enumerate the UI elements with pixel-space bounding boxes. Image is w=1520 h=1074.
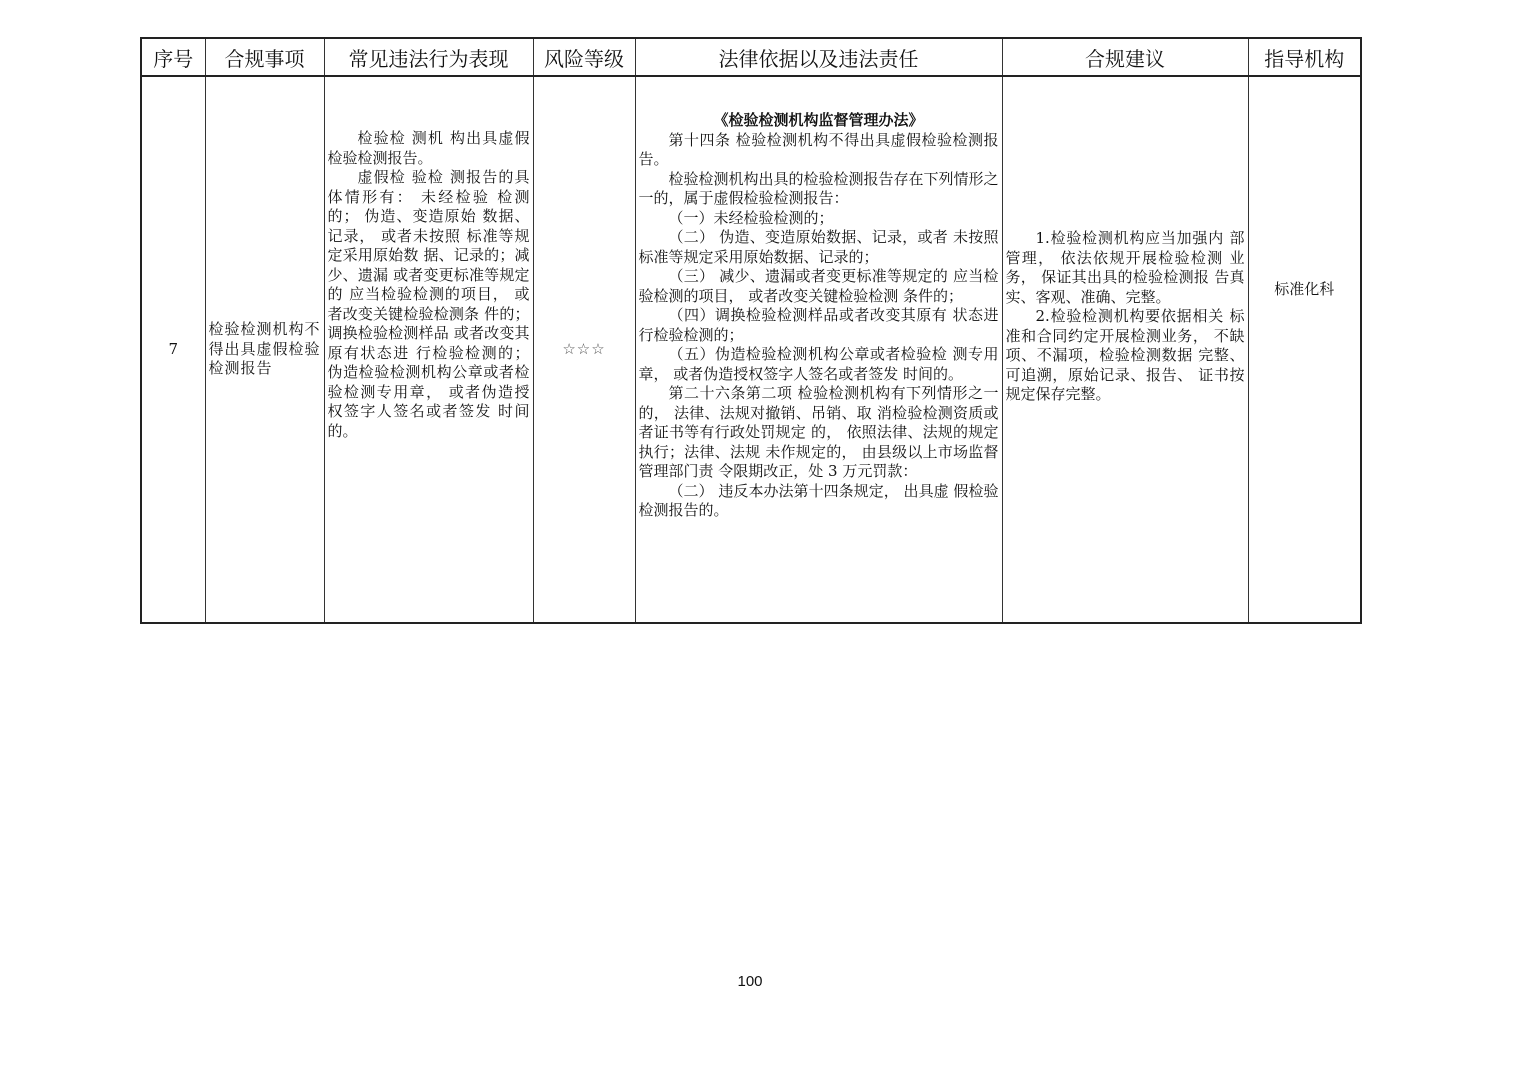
table-header-row (141, 38, 1361, 76)
header-item: 合规事项 (205, 38, 324, 76)
law-para: 第十四条 检验检测机构不得出具虚假检验检测报告。 (638, 130, 999, 168)
org-label: 标准化科 (1274, 280, 1335, 298)
row-seq: 7 (141, 76, 205, 623)
header-advice: 合规建议 (1002, 38, 1248, 76)
row-behaviors (324, 76, 533, 623)
law-para: （五）伪造检验检测机构公章或者检验检 测专用章， 或者伪造授权签字人签名或者签发 时间的。 (638, 345, 999, 383)
behavior-para: 虚假检 验检 测报告的具体情形有： 未经检验 检测的； 伪造、变造原始 数据、记录， 或者未按照 标准等规定采用原始数 据、记录的；减少、遗漏 或者变更标准等规定的 应当检验检测的项目， 或 者改变关键检验检测条 件的；调换检验检测样品 或者改变其原有状态进 行检验检测的； 伪造检验检测机构公章或者检验检测专用章， 或者伪造授 权签字人签名或者签发 时间的。 (327, 168, 530, 440)
law-para: （四）调换检验检测样品或者改变其原有 状态进行检验检测的； (638, 306, 999, 344)
row-item: 检验检测机构不得出具虚假检验检测报告 (205, 76, 324, 623)
page-number: 100 (737, 973, 763, 990)
law-para: （二） 违反本办法第十四条规定， 出具虚 假检验检测报告的。 (638, 481, 999, 519)
law-para: 检验检测机构出具的检验检测报告存在下列情形之一的，属于虚假检验检测报告： (638, 169, 999, 207)
law-para: （二） 伪造、变造原始数据、记录，或者 未按照标准等规定采用原始数据、记录的； (638, 228, 999, 266)
table-row (141, 76, 1361, 623)
behavior-para: 检验检 测机 构出具虚假检验检测报告。 (327, 129, 530, 167)
compliance-table (140, 37, 1362, 624)
row-advice (1002, 76, 1248, 623)
row-org (1248, 76, 1361, 623)
header-risk: 风险等级 (533, 38, 635, 76)
row-law (635, 76, 1002, 623)
header-law: 法律依据以及违法责任 (635, 38, 1002, 76)
row-risk: ☆☆☆ (533, 76, 635, 623)
law-title: 《检验检测机构监督管理办法》 (713, 111, 924, 129)
advice-para: 2.检验检测机构要依据相关 标准和合同约定开展检测业务， 不缺项、不漏项，检验检测数据 完整、可追溯，原始记录、报告、 证书按规定保存完整。 (1005, 307, 1245, 403)
law-para: 第二十六条第二项 检验检测机构有下列情形之一的， 法律、法规对撤销、吊销、取 消检验检测资质或者证书等有行政处罚规定 的， 依照法律、法规的规定执行；法律、法规 未作规定的， 由县级以上市场监督管理部门责 令限期改正，处 3 万元罚款： (638, 384, 999, 480)
header-behaviors: 常见违法行为表现 (324, 38, 533, 76)
header-seq: 序号 (141, 38, 205, 76)
law-para: （一）未经检验检测的； (668, 208, 834, 227)
header-org: 指导机构 (1248, 38, 1361, 76)
law-para: （三） 减少、遗漏或者变更标准等规定的 应当检验检测的项目， 或者改变关键检验检测 条件的； (638, 267, 999, 305)
advice-para: 1.检验检测机构应当加强内 部管理， 依法依规开展检验检测 业务， 保证其出具的检验检测报 告真实、客观、准确、完整。 (1005, 229, 1245, 306)
